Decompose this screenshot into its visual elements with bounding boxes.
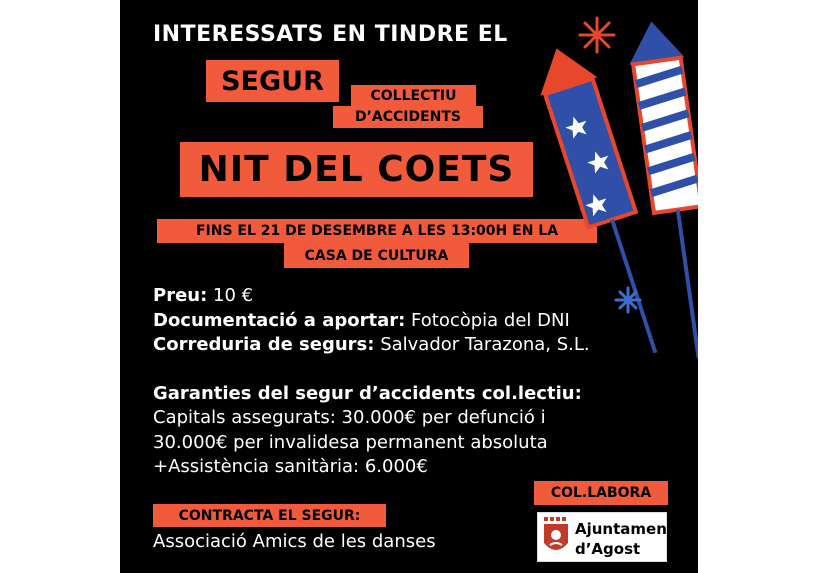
contract-org: Associació Amics de les danses bbox=[153, 531, 436, 552]
guarantees-line-2: 30.000€ per invalidesa permanent absoluta bbox=[153, 432, 548, 453]
nit-del-coets-title: NIT DEL COETS bbox=[180, 142, 533, 197]
documentation-value: Fotocòpia del DNI bbox=[405, 310, 570, 331]
segur-label: SEGUR bbox=[206, 60, 339, 102]
broker-label: Correduria de segurs: bbox=[153, 334, 375, 355]
daccidents-label: D’ACCIDENTS bbox=[333, 106, 483, 128]
logo-line-1: Ajuntament bbox=[575, 520, 675, 538]
deadline-line-1: FINS EL 21 DE DESEMBRE A LES 13:00H EN LA bbox=[157, 219, 597, 243]
price-label: Preu: bbox=[153, 285, 208, 306]
broker-line bbox=[153, 333, 590, 357]
documentation-line bbox=[153, 309, 570, 333]
star-burst-icon bbox=[616, 288, 640, 312]
guarantees-line-3: +Assistència sanitària: 6.000€ bbox=[153, 456, 428, 477]
guarantees-title-text: Garanties del segur d’accidents col.lectiu: bbox=[153, 383, 582, 404]
contract-label: CONTRACTA EL SEGUR: bbox=[153, 504, 386, 527]
documentation-label: Documentació a aportar: bbox=[153, 310, 406, 331]
price-line bbox=[153, 284, 253, 308]
rockets-illustration bbox=[540, 0, 698, 360]
guarantees-title bbox=[153, 382, 582, 406]
price-value: 10 € bbox=[207, 285, 254, 306]
firework-burst-icon bbox=[580, 18, 614, 52]
intro-title: INTERESSATS EN TINDRE EL bbox=[153, 22, 508, 47]
logo-line-2: d’Agost bbox=[575, 540, 641, 558]
guarantees-line-1: Capitals assegurats: 30.000€ per defunció i bbox=[153, 407, 546, 428]
town-crest-icon bbox=[542, 515, 572, 559]
broker-value: Salvador Tarazona, S.L. bbox=[374, 334, 590, 355]
poster bbox=[120, 0, 698, 573]
collabora-label: COL.LABORA bbox=[534, 481, 668, 505]
town-logo bbox=[537, 512, 675, 562]
deadline-line-2: CASA DE CULTURA bbox=[284, 243, 469, 268]
collectiu-label: COLLECTIU bbox=[351, 85, 476, 107]
